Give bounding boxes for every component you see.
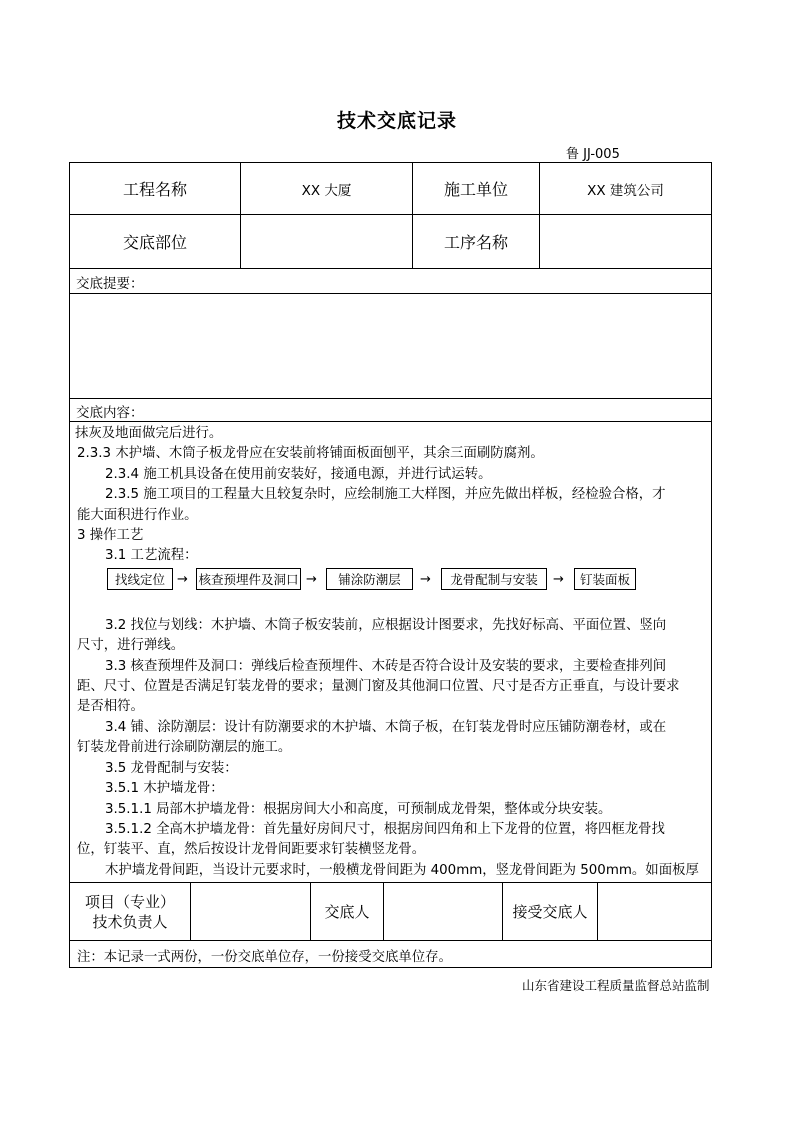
table-border-left — [69, 162, 70, 968]
content-line: 距、尺寸、位置是否满足钉装龙骨的要求；量测门窗及其他洞口位置、尺寸是否方正垂直，与设计要求 — [77, 679, 680, 695]
record-note: 注：本记录一式两份，一份交底单位存，一份接受交底单位存。 — [77, 950, 452, 965]
content-line: 钉装龙骨前进行涂刷防潮层的施工。 — [77, 740, 292, 756]
process-value[interactable] — [540, 215, 711, 268]
flow-step-5: 钉装面板 — [574, 568, 636, 590]
row-divider — [69, 293, 712, 294]
process-label: 工序名称 — [443, 233, 508, 252]
content-line: 2.3.4 施工机具设备在使用前安装好，接通电源，并进行试运转。 — [105, 466, 492, 482]
tech-lead-label-line1: 项目（专业） — [84, 892, 175, 911]
content-line: 抹灰及地面做完后进行。 — [75, 426, 223, 441]
tech-lead-signature[interactable] — [191, 883, 310, 940]
row-divider — [69, 398, 712, 399]
part-value[interactable] — [241, 215, 412, 268]
row-divider — [69, 421, 712, 422]
flow-arrow-icon: → — [177, 571, 188, 587]
receiver-signature[interactable] — [598, 883, 711, 940]
flow-arrow-icon: → — [553, 571, 564, 587]
content-line: 木护墙龙骨间距，当设计元要求时，一般横龙骨间距为 400mm，竖龙骨间距为 500mm。如面板厚 — [105, 862, 699, 878]
content-line: 是否相符。 — [77, 699, 144, 715]
content-label: 交底内容： — [76, 405, 144, 421]
content-line: 3.4 铺、涂防潮层：设计有防潮要求的木护墙、木筒子板，在钉装龙骨时应压铺防潮卷材，或在 — [105, 719, 667, 735]
disclosure-content — [77, 424, 705, 881]
content-line: 2.3.3 木护墙、木筒子板龙骨应在安装前将铺面板面刨平，其余三面刷防腐剂。 — [77, 446, 544, 462]
row-divider — [69, 268, 712, 269]
flow-step-4: 龙骨配制与安装 — [441, 568, 547, 590]
document-title: 技术交底记录 — [336, 110, 457, 132]
footer-issuer: 山东省建设工程质量监督总站监制 — [522, 978, 710, 993]
form-code: 鲁 JJ-005 — [566, 147, 620, 162]
flow-arrow-icon: → — [420, 571, 431, 587]
content-line: 3.5.1.2 全高木护墙龙骨：首先量好房间尺寸，根据房间四角和上下龙骨的位置，将四框龙骨找 — [105, 821, 665, 837]
discloser-label: 交底人 — [324, 903, 370, 921]
content-line: 3.5 龙骨配制与安装： — [105, 760, 238, 776]
content-line: 3.2 找位与划线：木护墙、木筒子板安装前，应根据设计图要求，先找好标高、平面位置、竖向 — [105, 617, 667, 633]
flow-step-2: 核查预埋件及洞口 — [196, 568, 301, 590]
project-name-label: 工程名称 — [122, 180, 187, 199]
part-label: 交底部位 — [122, 233, 187, 252]
content-line: 3.5.1 木护墙龙骨： — [105, 781, 224, 797]
table-border-right — [711, 162, 712, 968]
builder-value[interactable]: XX 建筑公司 — [587, 182, 664, 199]
flow-arrow-icon: → — [306, 571, 317, 587]
discloser-signature[interactable] — [384, 883, 502, 940]
content-line: 3.3 核查预埋件及洞口：弹线后检查预埋件、木砖是否符合设计及安装的要求，主要检查排列间 — [105, 658, 667, 674]
flow-step-1: 找线定位 — [107, 568, 173, 590]
builder-label: 施工单位 — [443, 180, 508, 199]
content-line: 能大面积进行作业。 — [77, 507, 198, 523]
table-border-bottom — [69, 967, 712, 968]
content-line: 3.1 工艺流程： — [105, 548, 198, 564]
project-name-value[interactable]: XX 大厦 — [301, 182, 352, 199]
content-line: 位，钉装平、直，然后按设计龙骨间距要求钉装横竖龙骨。 — [77, 842, 426, 858]
summary-label: 交底提要： — [76, 276, 144, 292]
flow-step-3: 铺涂防潮层 — [326, 568, 413, 590]
tech-lead-label-line2: 技术负责人 — [92, 912, 168, 931]
content-line: 尺寸，进行弹线。 — [77, 638, 185, 654]
content-line: 3.5.1.1 局部木护墙龙骨：根据房间大小和高度，可预制成龙骨架，整体或分块安装。 — [105, 801, 612, 817]
receiver-label: 接受交底人 — [512, 903, 588, 921]
row-divider — [69, 940, 712, 941]
content-line: 3 操作工艺 — [77, 528, 144, 544]
content-line: 2.3.5 施工项目的工程量大且较复杂时，应绘制施工大样图，并应先做出样板，经检验合格，才 — [105, 487, 666, 503]
tech-lead-label — [70, 883, 190, 940]
